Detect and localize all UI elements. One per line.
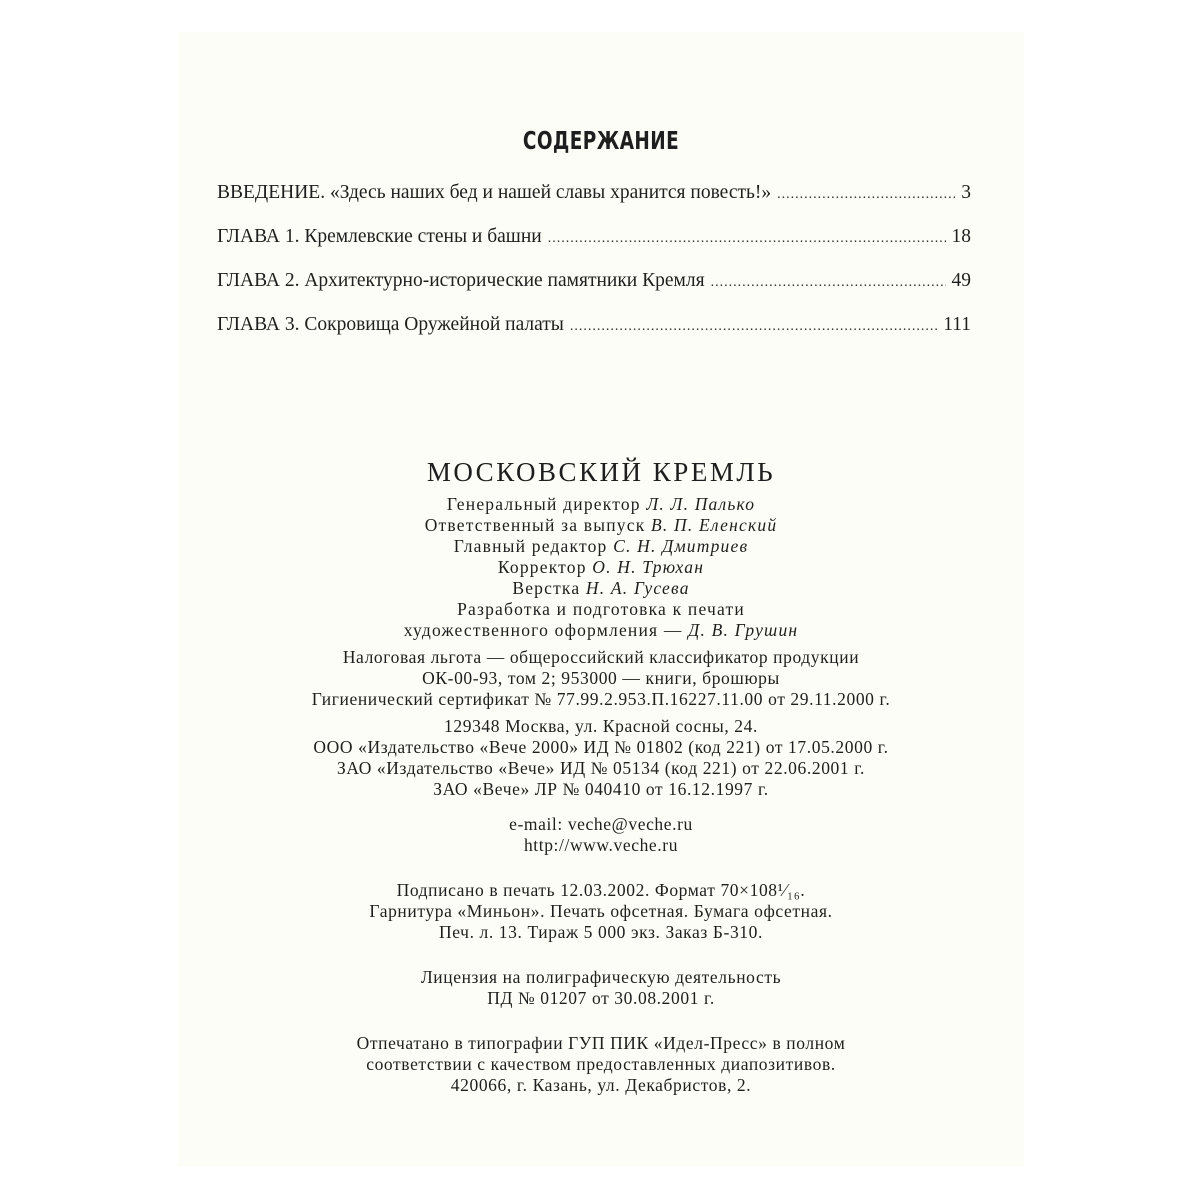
credit-name: Д. В. Грушин [688,620,799,640]
credit-name: В. П. Еленский [651,515,778,535]
book-page [178,32,1024,1166]
table-of-contents [217,182,971,358]
credit-line [178,620,1024,641]
credit-line [178,515,1024,536]
publisher-info [178,716,1024,800]
printer-line: Отпечатано в типографии ГУП ПИК «Идел-Пресс» в полном [356,1033,846,1053]
tax-info [178,647,1024,710]
credit-role: Ответственный за выпуск [424,515,646,535]
credit-role: Верстка [512,578,581,598]
credit-line [178,557,1024,578]
toc-entry-label: ГЛАВА 1. Кремлевские стены и башни [217,226,542,247]
imprint-section [178,456,1024,1096]
website-url: http://www.veche.ru [523,835,679,855]
toc-leader-dots [548,231,946,247]
credit-line [178,599,1024,620]
toc-leader-dots [711,275,946,291]
print-line: Подписано в печать 12.03.2002. Формат 70×108¹⁄₁₆. [396,880,806,900]
toc-entry-page: 18 [951,226,971,247]
tax-line: Гигиенический сертификат № 77.99.2.953.П.16227.11.00 от 29.11.2000 г. [311,689,891,709]
credit-name: Н. А. Гусева [585,578,690,598]
print-line: Гарнитура «Миньон». Печать офсетная. Бумага офсетная. [369,901,833,921]
printer-info [178,1033,1024,1096]
credit-role: Генеральный директор [446,494,641,514]
credit-line [178,536,1024,557]
toc-leader-dots [570,319,937,335]
credit-name: Л. Л. Палько [646,494,756,514]
printer-line: 420066, г. Казань, ул. Декабристов, 2. [450,1075,752,1095]
publisher-line: ООО «Издательство «Вече 2000» ИД № 01802 (код 221) от 17.05.2000 г. [313,737,889,757]
toc-entry [217,314,971,358]
license-info [178,967,1024,1009]
toc-entry-page: 111 [943,314,971,335]
toc-entry-page: 3 [961,182,971,203]
credit-role: художественного оформления — [403,620,683,640]
printer-line: соответствии с качеством предоставленных диапозитивов. [366,1054,836,1074]
license-line: Лицензия на полиграфическую деятельность [420,967,782,987]
toc-entry [217,182,971,226]
credit-role: Корректор [497,557,587,577]
toc-title: СОДЕРЖАНИЕ [522,126,680,155]
credit-line [178,494,1024,515]
credit-role: Главный редактор [453,536,608,556]
toc-entry [217,270,971,314]
license-line: ПД № 01207 от 30.08.2001 г. [487,988,715,1008]
publisher-line: ЗАО «Вече» ЛР № 040410 от 16.12.1997 г. [433,779,769,799]
credit-name: О. Н. Трюхан [592,557,705,577]
credits [178,494,1024,641]
book-title: МОСКОВСКИЙ КРЕМЛЬ [426,457,776,487]
email-address: e-mail: veche@veche.ru [509,814,693,834]
credit-line [178,578,1024,599]
print-details [178,880,1024,943]
toc-entry [217,226,971,270]
publisher-line: 129348 Москва, ул. Красной сосны, 24. [444,716,758,736]
print-line: Печ. л. 13. Тираж 5 000 экз. Заказ Б-310. [439,922,763,942]
toc-entry-page: 49 [951,270,971,291]
tax-line: ОК-00-93, том 2; 953000 — книги, брошюры [422,668,780,688]
tax-line: Налоговая льгота — общероссийский классификатор продукции [342,647,860,667]
credit-role: Разработка и подготовка к печати [457,599,745,619]
toc-entry-label: ВВЕДЕНИЕ. «Здесь наших бед и нашей славы хранится повесть!» [217,182,772,203]
publisher-line: ЗАО «Издательство «Вече» ИД № 05134 (код 221) от 22.06.2001 г. [336,758,866,778]
credit-name: С. Н. Дмитриев [613,536,749,556]
contact-info [178,814,1024,856]
toc-entry-label: ГЛАВА 3. Сокровища Оружейной палаты [217,314,564,335]
toc-entry-label: ГЛАВА 2. Архитектурно-исторические памятники Кремля [217,270,705,291]
toc-leader-dots [777,187,955,203]
